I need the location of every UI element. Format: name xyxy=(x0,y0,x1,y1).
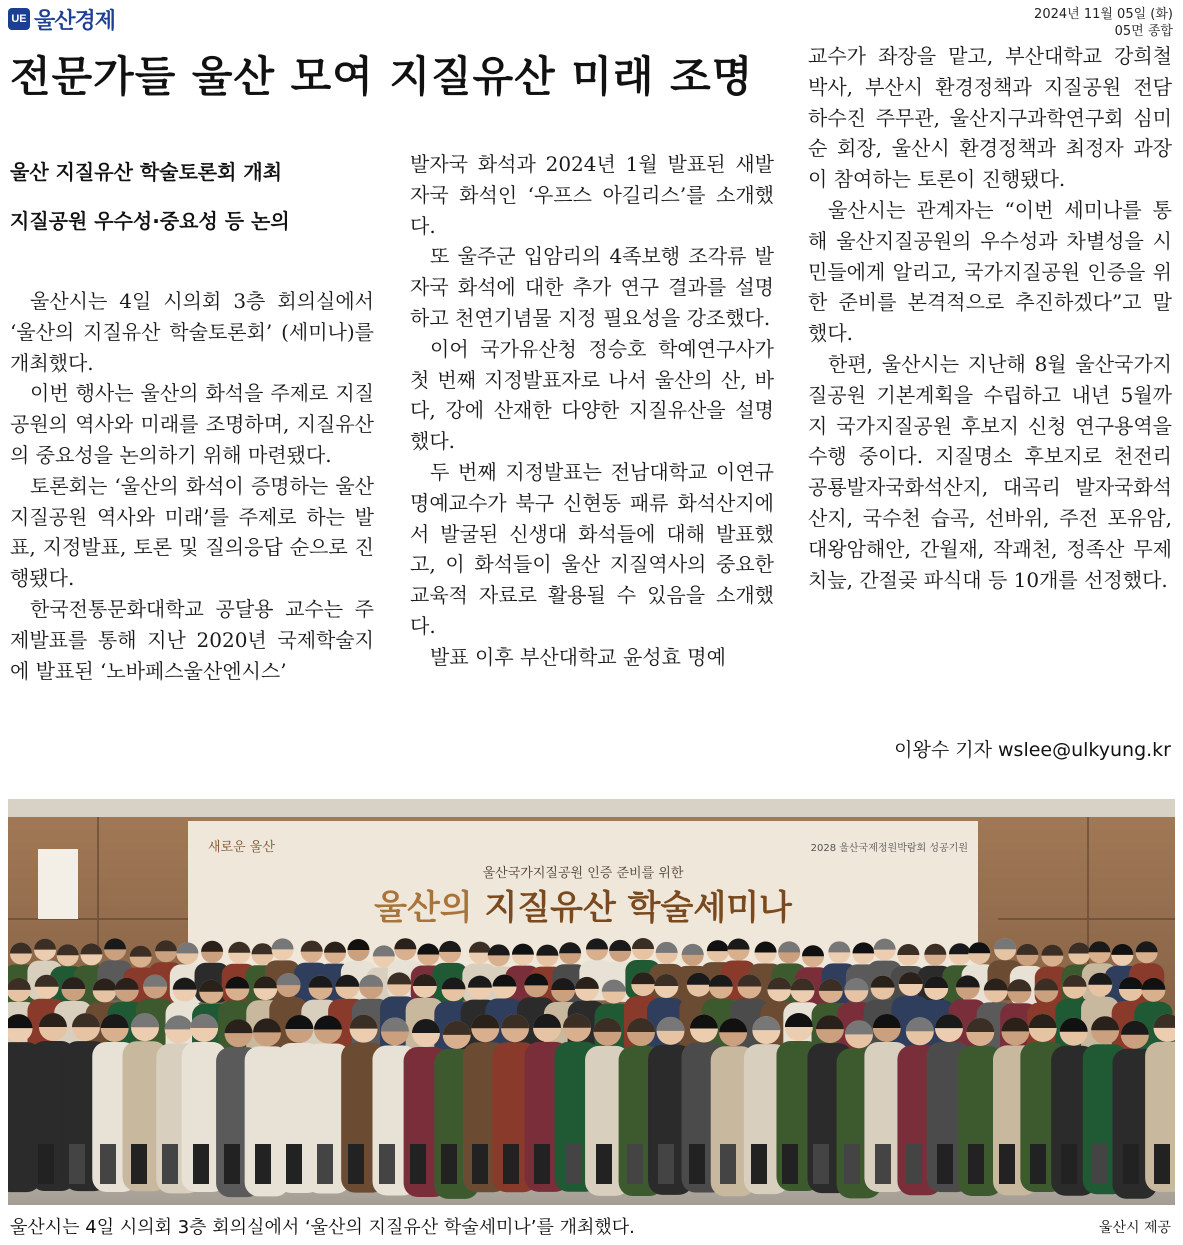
banner-wall-right: 2028 울산국제정원박람회 성공기원 xyxy=(810,843,968,854)
person-legs xyxy=(844,1144,860,1184)
person-legs xyxy=(1061,1144,1077,1184)
person-legs xyxy=(224,1144,240,1184)
person-legs xyxy=(751,1144,767,1184)
paragraph: 이번 행사는 울산의 화석을 주제로 지질공원의 역사와 미래를 조명하며, 지질유산의 중요성을 논의하기 위해 마련됐다. xyxy=(10,381,374,467)
byline: 이왕수 기자 wslee@ulkyung.kr xyxy=(894,739,1171,761)
masthead-logo xyxy=(8,6,115,32)
issue-meta xyxy=(1034,6,1173,40)
paragraph: 울산시는 관계자는 “이번 세미나를 통해 울산지질공원의 우수성과 차별성을 시민들에게 알리고, 국가지질공원 인증을 위한 준비를 본격적으로 추진하겠다”고 말했다. xyxy=(808,197,1172,346)
banner-title-b: 지질유산 학술세미나 xyxy=(484,888,792,928)
person-legs xyxy=(100,1144,116,1184)
person-legs xyxy=(286,1144,302,1184)
banner-title-a: 울산의 xyxy=(374,888,485,928)
person-legs xyxy=(813,1144,829,1184)
banner-title xyxy=(374,888,793,928)
paragraph: 한국전통문화대학교 공달용 교수는 주제발표를 통해 지난 2020년 국제학술지에 발표된 ‘노바페스울산엔시스’ xyxy=(10,596,374,683)
article-column-2 xyxy=(410,149,774,673)
person-legs xyxy=(1030,1144,1046,1184)
paragraph: 발자국 화석과 2024년 1월 발표된 새발자국 화석인 ‘우프스 아길리스’를 소개했다. xyxy=(410,152,774,238)
paper-name: 울산경제 xyxy=(34,8,116,34)
paragraph: 한편, 울산시는 지난해 8월 울산국가지질공원 기본계획을 수립하고 내년 5월까지 국가지질공원 후보지 신청 연구용역을 수행 중이다. 지질명소 후보지로 천전리 공룡발자국화석산지, 대곡리 발자국화석산지, 국수천 습곡, 선바위, 주전 포유암, 대왕암해안, 간월재, 작괘천, 정족산 무제치늪, 간절곶 파식대 등 10개를 선정했다. xyxy=(808,351,1172,592)
page-section: 05면 종합 xyxy=(1114,24,1173,39)
person-legs xyxy=(782,1144,798,1184)
person-legs xyxy=(1123,1144,1139,1184)
headline: 전문가들 울산 모여 지질유산 미래 조명 xyxy=(10,52,754,101)
person-legs xyxy=(534,1144,550,1184)
crowd xyxy=(8,938,1175,1199)
person-legs xyxy=(503,1144,519,1184)
photo-caption: 울산시는 4일 시의회 3층 회의실에서 ‘울산의 지질유산 학술세미나’를 개최했다. xyxy=(10,1217,635,1238)
person-legs xyxy=(193,1144,209,1184)
person-legs xyxy=(627,1144,643,1184)
person-legs xyxy=(1154,1144,1170,1184)
banner-wall-left: 새로운 울산 xyxy=(208,840,275,855)
banner-small-text: 울산국가지질공원 인증 준비를 위한 xyxy=(482,866,684,881)
person-legs xyxy=(162,1144,178,1184)
paragraph: 두 번째 지정발표는 전남대학교 이연규 명예교수가 북구 신현동 패류 화석산지에서 발굴된 신생대 화석들에 대해 발표했고, 이 화석들이 울산 지질역사의 중요한 교육적 자료로 활용될 수 있음을 소개했다. xyxy=(410,459,774,638)
subhead-2: 지질공원 우수성·중요성 등 논의 xyxy=(10,209,290,233)
paragraph: 토론회는 ‘울산의 화석이 증명하는 울산지질공원 역사와 미래’를 주제로 하는 발표, 지정발표, 토론 및 질의응답 순으로 진행됐다. xyxy=(10,473,374,591)
paragraph: 교수가 좌장을 맡고, 부산대학교 강희철 박사, 부산시 환경정책과 지질공원 전담 하수진 주무관, 울산지구과학연구회 심미순 회장, 울산시 환경정책과 최정자 과장이 참여하는 토론이 진행됐다. xyxy=(808,44,1172,192)
wall-poster xyxy=(38,849,78,919)
paragraph: 이어 국가유산청 정승호 학예연구사가 첫 번째 지정발표자로 나서 울산의 산, 바다, 강에 산재한 다양한 지질유산을 설명했다. xyxy=(410,336,774,454)
paragraph: 울산시는 4일 시의회 3층 회의실에서 ‘울산의 지질유산 학술토론회’ (세미나)를 개최했다. xyxy=(10,289,374,375)
person-legs xyxy=(720,1144,736,1184)
group-photo xyxy=(8,799,1175,1205)
person-legs xyxy=(596,1144,612,1184)
person-legs xyxy=(968,1144,984,1184)
person-legs xyxy=(1092,1144,1108,1184)
person-legs xyxy=(875,1144,891,1184)
article-column-1 xyxy=(10,286,374,686)
person-legs xyxy=(69,1144,85,1184)
subhead-1: 울산 지질유산 학술토론회 개최 xyxy=(10,160,283,184)
paragraph: 발표 이후 부산대학교 윤성효 명예 xyxy=(430,644,726,669)
person-legs xyxy=(441,1144,457,1184)
person-legs xyxy=(255,1144,271,1184)
person-legs xyxy=(937,1144,953,1184)
person-legs xyxy=(565,1144,581,1184)
person-legs xyxy=(131,1144,147,1184)
article-column-3 xyxy=(808,41,1172,595)
person-legs xyxy=(689,1144,705,1184)
person-legs xyxy=(999,1144,1015,1184)
person-legs xyxy=(348,1144,364,1184)
photo-ceiling xyxy=(8,799,1175,817)
person-legs xyxy=(379,1144,395,1184)
logo-mark: UE xyxy=(8,8,30,30)
person-legs xyxy=(658,1144,674,1184)
paragraph: 또 울주군 입암리의 4족보행 조각류 발자국 화석에 대한 추가 연구 결과를 설명하고 천연기념물 지정 필요성을 강조했다. xyxy=(410,244,774,330)
issue-date: 2024년 11월 05일 (화) xyxy=(1034,7,1173,22)
person-legs xyxy=(906,1144,922,1184)
person-legs xyxy=(410,1144,426,1184)
person-legs xyxy=(317,1144,333,1184)
person-legs xyxy=(472,1144,488,1184)
person-legs xyxy=(38,1144,54,1184)
photo-credit: 울산시 제공 xyxy=(1098,1220,1171,1236)
